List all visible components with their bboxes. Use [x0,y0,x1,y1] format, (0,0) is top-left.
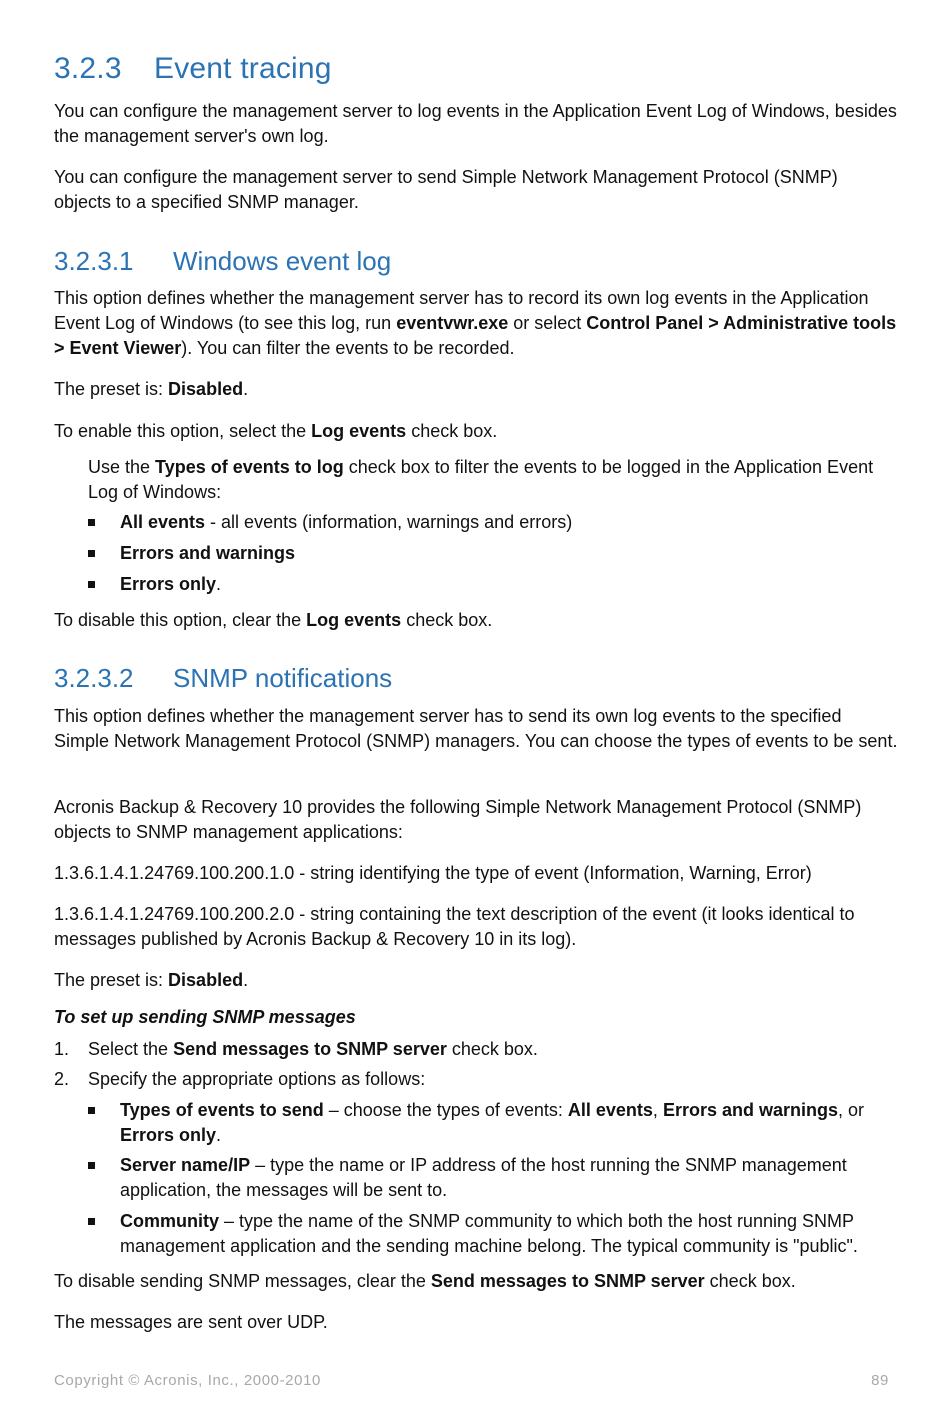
snmp-udp-note: The messages are sent over UDP. [54,1312,328,1332]
list-item: Types of events to send – choose the types of events: All events, Errors and warnings, or Errors only. [88,1098,898,1148]
subsection-number: 3.2.3.2 [54,663,134,693]
snmp-oid-1: 1.3.6.1.4.1.24769.100.200.1.0 - string identifying the type of event (Information, Warning, Error) [54,863,812,883]
step-number: 1. [54,1039,70,1059]
windows-log-disable: To disable this option, clear the Log events check box. [54,610,493,630]
section-title: Event tracing [154,52,332,85]
section-heading [54,52,332,86]
event-viewer-path: Control Panel > Administrative tools > Event Viewer [54,313,897,358]
list-item: Errors only. [88,572,898,597]
footer-copyright: Copyright © Acronis, Inc., 2000-2010 [54,1372,321,1389]
bullet-icon [88,581,95,588]
subsection-number: 3.2.3.1 [54,246,134,276]
windows-log-description: This option defines whether the management server has to record its own log events in the Application Event Log of Windows (to see this log, run eventvwr.exe or select Control Panel > Administrative tools > Event Viewer). You can filter the events to be recorded. [54,288,897,358]
bullet-icon [88,1107,95,1114]
list-item: Community – type the name of the SNMP community to which both the host running SNMP management application and the sending machine belong. The typical community is "public". [88,1209,898,1259]
section-number: 3.2.3 [54,52,122,85]
procedure-title: To set up sending SNMP messages [54,1007,356,1027]
subsection-title: SNMP notifications [173,663,393,693]
snmp-preset: The preset is: Disabled. [54,970,249,990]
step-number: 2. [54,1069,70,1089]
subsection-title: Windows event log [173,246,392,276]
windows-log-enable: To enable this option, select the Log events check box. [54,421,498,441]
page-number: 89 [871,1372,889,1389]
list-item: Errors and warnings [88,541,898,566]
subsection-heading-windows-event-log [54,246,391,277]
snmp-oid-2: 1.3.6.1.4.1.24769.100.200.2.0 - string containing the text description of the event (it looks identical to messages published by Acronis Backup & Recovery 10 in its log). [54,904,855,949]
snmp-objects-intro: Acronis Backup & Recovery 10 provides the following Simple Network Management Protocol (SNMP) objects to SNMP management applications: [54,797,862,842]
bullet-icon [88,1162,95,1169]
subsection-heading-snmp-notifications [54,663,392,694]
bullet-icon [88,519,95,526]
list-item: All events - all events (information, warnings and errors) [88,510,898,535]
list-item: 1. Select the Send messages to SNMP server check box. [54,1037,899,1062]
intro-paragraph-1: You can configure the management server to log events in the Application Event Log of Windows, besides the management server's own log. [54,101,897,146]
windows-log-types: Use the Types of events to log check box to filter the events to be logged in the Application Event Log of Windows: [88,457,874,502]
list-item: Server name/IP – type the name or IP address of the host running the SNMP management application, the messages will be sent to. [88,1153,898,1203]
windows-log-preset: The preset is: Disabled. [54,379,249,399]
snmp-description: This option defines whether the management server has to send its own log events to the specified Simple Network Management Protocol (SNMP) managers. You can choose the types of events to be sent. [54,706,898,751]
snmp-disable: To disable sending SNMP messages, clear the Send messages to SNMP server check box. [54,1271,796,1291]
bullet-icon [88,550,95,557]
eventvwr-command: eventvwr.exe [396,313,509,333]
list-item: 2. Specify the appropriate options as follows: [54,1067,899,1092]
intro-paragraph-2: You can configure the management server to send Simple Network Management Protocol (SNMP) objects to a specified SNMP manager. [54,167,838,212]
bullet-icon [88,1218,95,1225]
